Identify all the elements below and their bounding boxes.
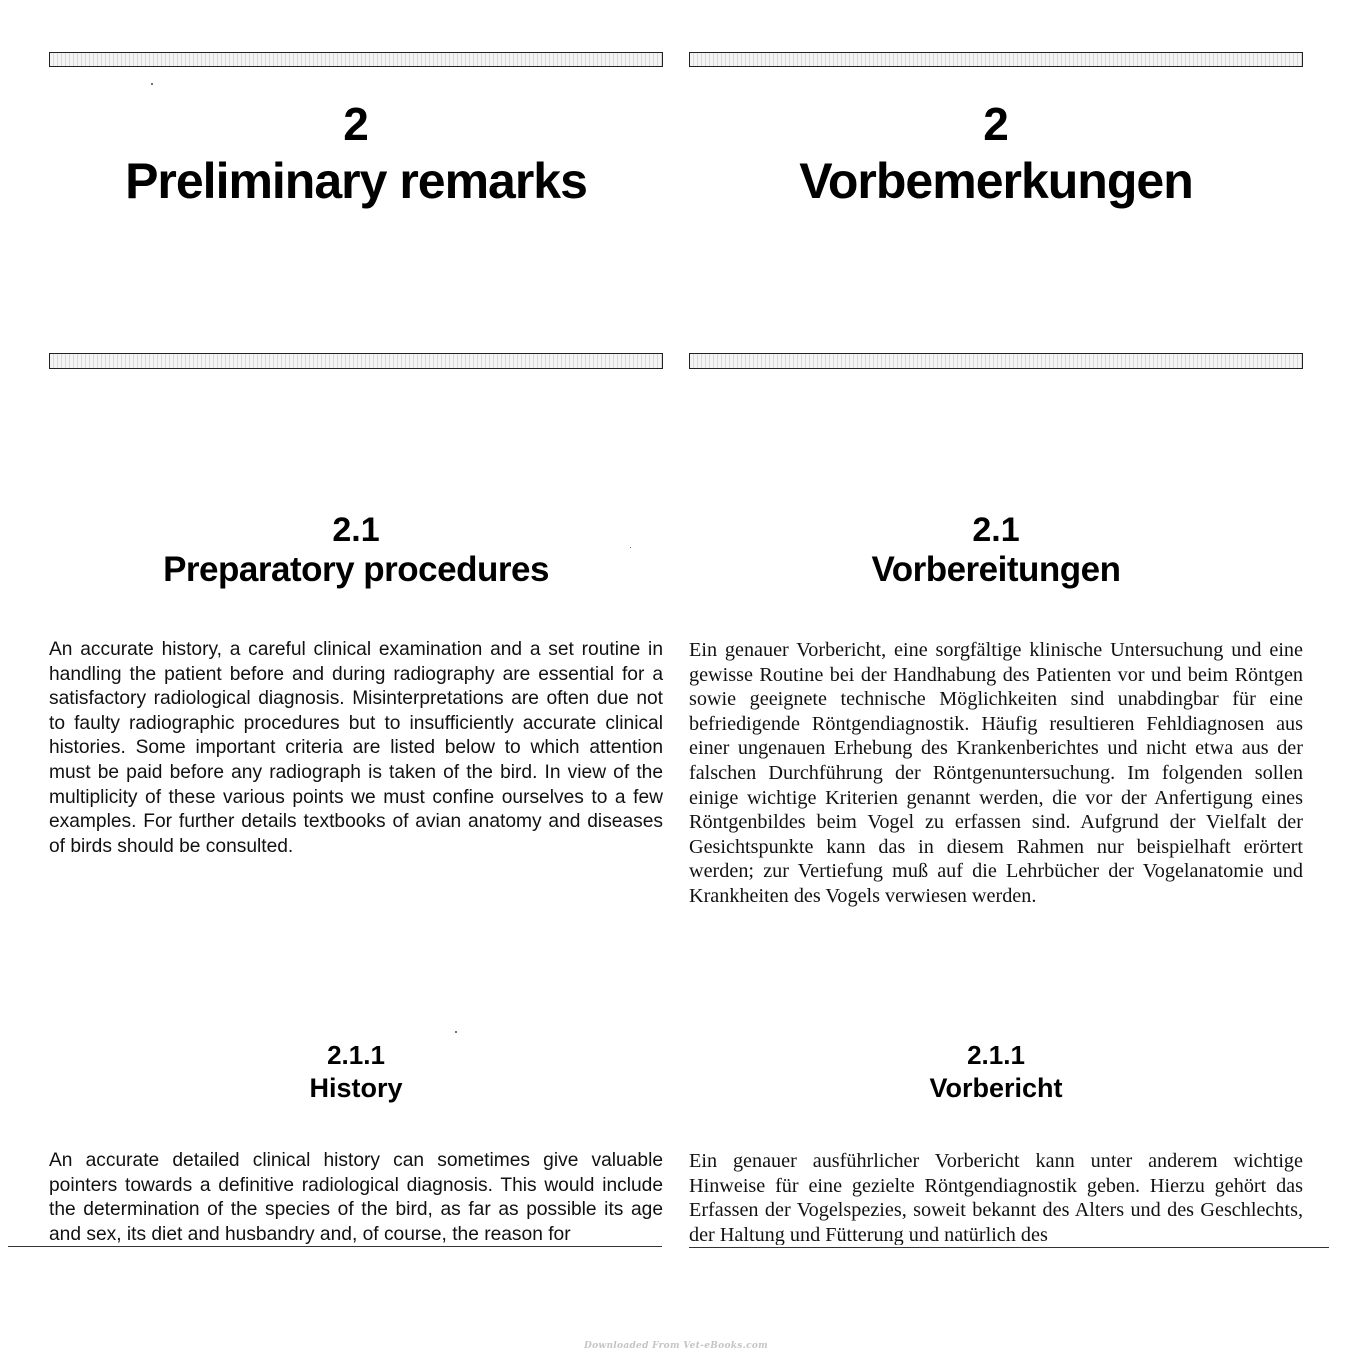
section-number: 2.1 [972,511,1020,549]
subsection-paragraph: An accurate detailed clinical history can sometimes give valuable pointers towards a definitive radiological diagnosis. This would include the determination of the species of the bird, as far as possible its age and sex, its diet and husbandry and, of course, the reason for [49,1150,663,1245]
scan-speck [455,1031,457,1033]
section-number: 2.1 [332,511,380,549]
chapter-bottom-rule [49,353,663,369]
section-title: Vorbereitungen [871,550,1121,589]
subsection-title: History [309,1073,403,1103]
german-column [689,0,1303,1359]
page-cut-line-left [8,1246,662,1247]
chapter-top-rule [49,52,663,67]
subsection-number: 2.1.1 [967,1040,1025,1070]
english-column [49,0,663,1359]
chapter-number: 2 [343,98,369,150]
chapter-title: Preliminary remarks [125,153,587,209]
scan-speck [630,547,631,548]
subsection-paragraph: Ein genauer ausführlicher Vorbericht kann unter anderem wichtige Hinweise für eine gezielte Röntgendiagnostik geben. Hierzu gehört das Erfassen der Vogelspezies, soweit bekannt des Alters und des Geschlechts, der Haltung und Fütterung und natürlich des [689,1150,1303,1245]
chapter-title: Vorbemerkungen [799,153,1193,209]
page-cut-line-right [689,1247,1329,1248]
section-paragraph: An accurate history, a careful clinical examination and a set routine in handling the patient before and during radiography are essential for a satisfactory radiological diagnosis. Misinterpretations are often due not to faulty radiographic procedures but to insufficiently accurate clinical histories. Some important criteria are listed below to which attention must be paid before any radiograph is taken of the bird. In view of the multiplicity of these various points we must confine ourselves to a few examples. For further details textbooks of avian anatomy and diseases of birds should be consulted. [49,639,663,857]
footer-watermark: Downloaded From Vet-eBooks.com [584,1341,768,1351]
chapter-bottom-rule [689,353,1303,369]
section-paragraph: Ein genauer Vorbericht, eine sorgfältige klinische Untersuchung und eine gewisse Routine bei der Handhabung des Patienten vor und beim Röntgen sowie geeignete technische Möglichkeiten sind unabdingbar für eine befriedigende Röntgendiagnostik. Häufig resultieren Fehldiagnosen aus einer ungenauen Erhebung des Krankenberichtes und nicht etwa aus der falschen Durchführung der Röntgenuntersuchung. Im folgenden sollen einige wichtige Kriterien genannt werden, die vor der Anfertigung eines Röntgenbildes beim Vogel zu erfassen sind. Aufgrund der Vielfalt der Gesichtspunkte kann das in diesem Rahmen nur beispielhaft erörtert werden; zur Vertiefung muß auf die Lehrbücher der Vogelanatomie und Krankheiten des Vogels verwiesen werden. [689,639,1303,907]
chapter-number: 2 [983,98,1009,150]
chapter-top-rule [689,52,1303,67]
subsection-number: 2.1.1 [327,1040,385,1070]
scan-speck [151,83,153,85]
section-title: Preparatory procedures [163,550,549,589]
subsection-title: Vorbericht [929,1073,1063,1103]
